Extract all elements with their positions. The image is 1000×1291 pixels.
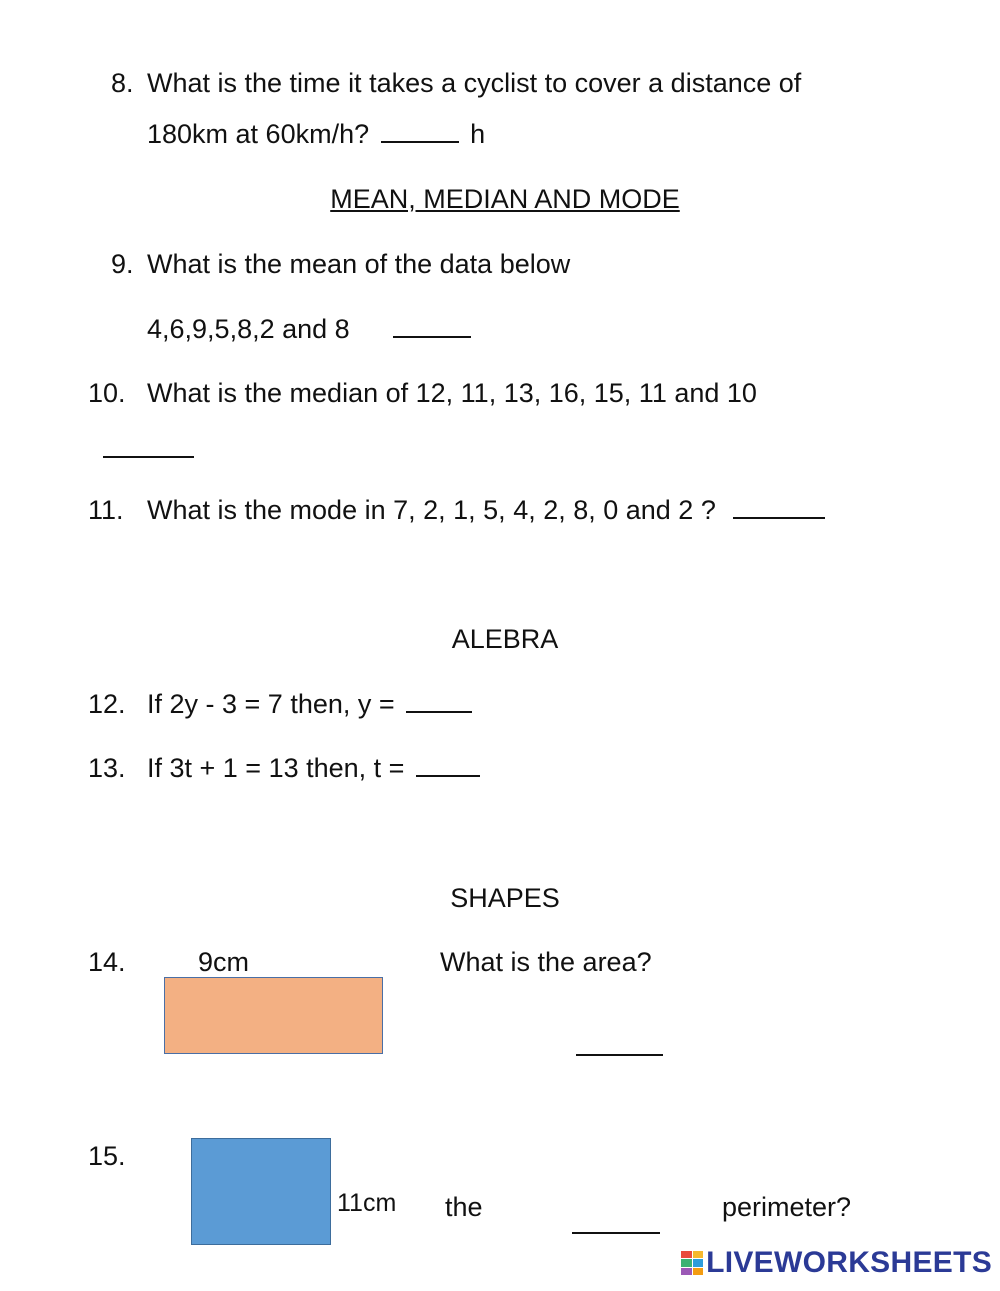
question-12-line [147, 687, 472, 721]
question-8-number: 8. [111, 68, 134, 98]
section-heading-algebra: ALEBRA [451, 624, 559, 654]
question-9-number: 9. [111, 249, 134, 279]
question-14-number: 14. [88, 947, 126, 977]
question-14-dimension-label: 9cm [198, 947, 250, 977]
question-13-text: If 3t + 1 = 13 then, t = [147, 753, 405, 783]
question-13-number: 13. [88, 753, 126, 783]
section-heading-mean-median-mode: MEAN, MEDIAN AND MODE [330, 184, 680, 214]
question-9-text-line1: What is the mean of the data below [147, 249, 571, 279]
question-13-answer-blank[interactable] [416, 751, 480, 777]
question-9-data: 4,6,9,5,8,2 and 8 [147, 314, 350, 344]
question-10-number: 10. [88, 378, 126, 408]
question-14-rectangle [164, 977, 383, 1054]
question-14-answer-blank[interactable] [576, 1054, 663, 1056]
question-11-number: 11. [88, 495, 124, 525]
question-8-text-line1: What is the time it takes a cyclist to cover a distance of [147, 68, 802, 98]
liveworksheets-logo [681, 1246, 992, 1279]
question-15-word-the: the [445, 1192, 483, 1222]
question-15-square [191, 1138, 331, 1245]
question-12-number: 12. [88, 689, 126, 719]
question-15-dimension-label: 11cm [337, 1189, 397, 1217]
question-14-prompt: What is the area? [440, 947, 652, 977]
question-12-answer-blank[interactable] [406, 687, 472, 713]
question-12-text: If 2y - 3 = 7 then, y = [147, 689, 395, 719]
question-8-unit: h [470, 119, 486, 149]
question-11-answer-blank[interactable] [733, 493, 825, 519]
liveworksheets-logo-icon [681, 1251, 703, 1275]
question-10-answer-blank[interactable] [103, 456, 194, 458]
question-8-text-line2: 180km at 60km/h? [147, 119, 370, 149]
question-9-line2 [147, 312, 471, 346]
section-heading-shapes: SHAPES [450, 883, 560, 913]
question-10-text: What is the median of 12, 11, 13, 16, 15, 11 and 10 [147, 378, 757, 408]
question-15-word-perimeter: perimeter? [722, 1192, 852, 1222]
question-15-number: 15. [88, 1141, 126, 1171]
question-15-answer-blank[interactable] [572, 1232, 660, 1234]
question-9-answer-blank[interactable] [393, 312, 471, 338]
question-8-line2 [147, 117, 485, 151]
liveworksheets-logo-text: LIVEWORKSHEETS [706, 1246, 992, 1279]
question-8-answer-blank[interactable] [381, 117, 459, 143]
question-13-line [147, 751, 480, 785]
question-11-line [147, 493, 825, 527]
question-11-text: What is the mode in 7, 2, 1, 5, 4, 2, 8, 0 and 2 ? [147, 495, 716, 525]
